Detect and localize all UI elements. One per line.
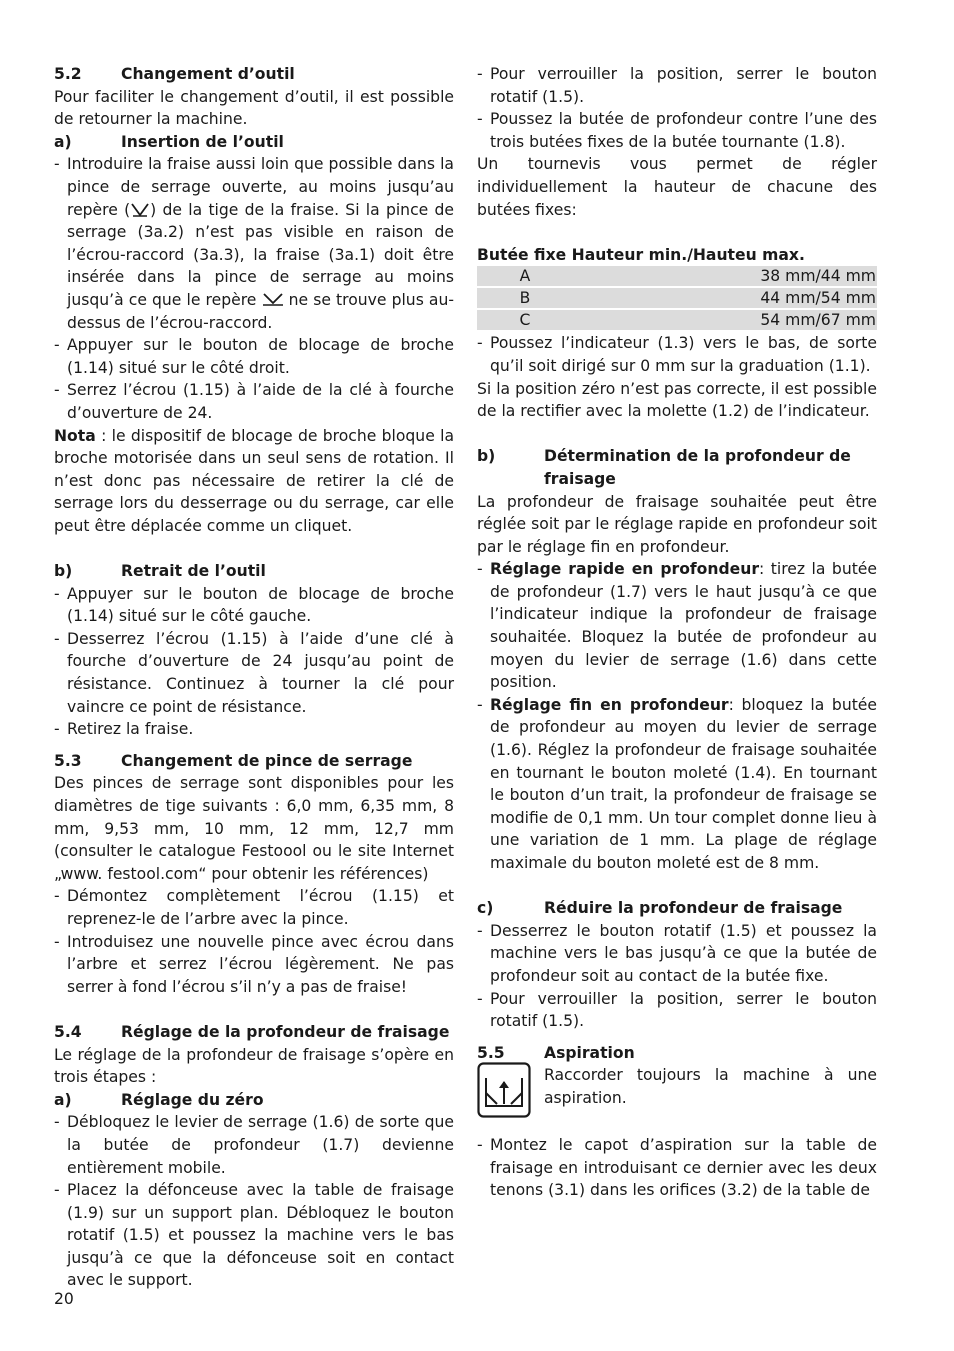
fixed-stop-table (477, 266, 877, 332)
subsection-title: Réglage du zéro (121, 1090, 264, 1109)
depth-mark-icon (130, 202, 150, 218)
left-column (54, 63, 454, 1292)
adjust-paragraph: Un tournevis vous permet de régler individuellement la hauteur de chacune des butées fixes: (477, 155, 877, 219)
section-number: 5.5 (477, 1043, 505, 1062)
section-5-3-heading (54, 750, 454, 773)
list-item: - Poussez l’indicateur (1.3) vers le bas, de sorte qu’il soit dirigé sur 0 mm sur la graduation (1.1). (477, 334, 877, 375)
subsection-title: Insertion de l’outil (121, 132, 284, 151)
subsection-title: Réduire la profondeur de fraisage (544, 899, 843, 918)
list-item: - Réglage rapide en profondeur: tirez la butée de profondeur (1.7) vers le haut jusqu’à ce que l’indicateur indique la profondeur de fraisage souhaitée. Bloquez la butée de profondeur au moyen du levier de serrage (1.6) dans cette position. (477, 560, 877, 692)
subsection-a-heading (54, 1089, 454, 1112)
list-item: - Réglage fin en profondeur: bloquez la butée de profondeur au moyen du levier de serrage (1.6). Réglez la profondeur de fraisage souhaitée en tournant le bouton moleté (1.4). En tournant le bouton d’un trait, la profondeur de fraisage se modifie de 0,1 mm. Un tour complet donne lieu à une variation de 1 mm. La plage de réglage maximale du bouton moleté est de 8 mm. (477, 695, 877, 872)
depth-intro: La profondeur de fraisage souhaitée peut être réglée soit par le réglage rapide en profondeur soit par le réglage fin en profondeur. (477, 492, 877, 556)
subsection-b-heading (54, 560, 454, 583)
note-text: : le dispositif de blocage de broche bloque la broche motorisée dans un seul sens de rotation. Il n’est donc pas nécessaire de retirer la clé de serrage lors du desserrage ou du serrage, car elle peut être déplacée comme un cliquet. (54, 426, 454, 535)
list-item: - Débloquez le levier de serrage (1.6) de sorte que la butée de profondeur (1.7) devienne entièrement mobile. (54, 1113, 454, 1177)
list-item-text: ) de la tige de la fraise. Si la pince de serrage (3a.2) n’est pas visible en raison de l’écrou-raccord (3a.3), la fraise (3a.1) doit être insérée dans la pince de serrage au moins jusqu’à ce que le repère (67, 200, 454, 309)
list-item: - Introduisez une nouvelle pince avec écrou dans l’arbre et serrez l’écrou légèrement. Ne pas serrer à fond l’écrou s’il n’y a pas de fraise! (54, 932, 454, 996)
section-title: Changement de pince de serrage (121, 751, 413, 770)
list-item: - Pour verrouiller la position, serrer le bouton rotatif (1.5). (477, 989, 877, 1031)
list-item: - Retirez la fraise. (54, 720, 194, 739)
table-row (477, 288, 877, 310)
list-item: - Pour verrouiller la position, serrer le bouton rotatif (1.5). (477, 65, 877, 106)
subsection-letter: b) (54, 562, 73, 581)
list-item: - Placez la défonceuse avec la table de fraisage (1.9) sur un support plan. Débloquez le bouton rotatif (1.5) et poussez la machine vers le bas jusqu’à ce que la défonceuse soit en contact avec le support. (54, 1181, 454, 1290)
extraction-note-text: Raccorder toujours la machine à une aspiration. (544, 1066, 877, 1107)
subsection-letter: b) (477, 447, 496, 466)
list-item: - Montez le capot d’aspiration sur la table de fraisage en introduisant ce dernier avec les deux tenons (3.1) dans les orifices (3.2) de la table de (477, 1135, 877, 1200)
subsection-a-heading (54, 131, 454, 154)
extraction-note (477, 1056, 877, 1125)
table-cell-stop: C (477, 310, 573, 332)
list-item: - Desserrez le bouton rotatif (1.5) et poussez la machine vers le bas jusqu’à ce que la butée de profondeur soit au contact de la butée fixe. (477, 921, 877, 985)
list-item-label: Réglage rapide en profondeur (490, 560, 760, 579)
section-title: Aspiration (544, 1043, 635, 1062)
section-number: 5.2 (54, 65, 82, 83)
list-item-text: ne se trouve plus au-dessus de l’écrou-raccord. (67, 290, 454, 332)
list-item: - Démontez complètement l’écrou (1.15) et reprenez-le de l’arbre avec la pince. (54, 887, 454, 928)
right-column (477, 63, 877, 1202)
list-item: - Desserrez l’écrou (1.15) à l’aide d’une clé à fourche d’ouverture de 24 jusqu’au point de résistance. Continuez à tourner la clé pour vaincre ce point de résistance. (54, 629, 454, 716)
subsection-letter: a) (54, 1090, 72, 1109)
depth-mark-icon (262, 292, 284, 308)
section-5-3-intro: Des pinces de serrage sont disponibles pour les diamètres de tige suivants : 6,0 mm, 6,35 mm, 8 mm, 9,53 mm, 10 mm, 12 mm, 12,7 mm (consulter le catalogue Festoool ou le site Internet „www. festool.com“ pour obtenir les références) (54, 774, 454, 883)
list-item: - Introduire la fraise aussi loin que possible dans la pince de serrage ouverte, au moins jusqu’au repère ( ) de la tige de la fraise. Si la pince de serrage (3a.2) n’est pas visible en raison de l’écrou-raccord (3a.3), la fraise (3a.1) doit être insérée dans la pince de serrage au moins jusqu’à ce que le repère ne se trouve plus au-dessus de l’écrou-raccord. (54, 155, 454, 332)
list-item-label: Réglage fin en profondeur (490, 695, 729, 714)
section-title: Réglage de la profondeur de fraisage (121, 1022, 450, 1041)
subsection-c-heading (477, 897, 877, 920)
list-item: - Serrez l’écrou (1.15) à l’aide de la clé à fourche d’ouverture de 24. (54, 381, 454, 422)
section-5-4-intro: Le réglage de la profondeur de fraisage s’opère en trois étapes : (54, 1045, 454, 1087)
table-cell-stop: B (477, 288, 573, 310)
section-5-5-heading (477, 1042, 877, 1065)
table-cell-height: 38 mm/44 mm (573, 266, 877, 288)
note-paragraph (54, 425, 454, 538)
page-number: 20 (54, 1290, 74, 1308)
table-cell-stop: A (477, 266, 573, 288)
table-header: Butée fixe Hauteur min./Hauteu max. (477, 245, 805, 264)
dust-extraction-icon (477, 1062, 533, 1125)
section-5-4-heading (54, 1021, 454, 1044)
section-number: 5.4 (54, 1022, 82, 1041)
list-item-text: Introduire la fraise aussi loin que possible dans la pince de serrage ouverte, au moins jusqu’au repère ( (67, 155, 454, 219)
subsection-letter: a) (54, 132, 72, 151)
subsection-b-heading (477, 445, 877, 490)
list-item: - Appuyer sur le bouton de blocage de broche (1.14) situé sur le côté gauche. (54, 584, 454, 626)
section-5-2-heading (54, 63, 454, 86)
list-item: - Poussez la butée de profondeur contre l’une des trois butées fixes de la butée tournante (1.8). (477, 110, 877, 151)
list-item-text: : bloquez la butée de profondeur au moyen du levier de serrage (1.6). Réglez la profondeur de fraisage souhaitée en tournant le bouton moleté (1.4). En tournant le bouton d’un trait, la profondeur de fraisage se modifie de 0,1 mm. Un tour complet donne lieu à une variation de 1 mm. La plage de réglage maximale du bouton moleté est de 8 mm. (490, 695, 877, 872)
table-cell-height: 44 mm/54 mm (573, 288, 877, 310)
note-label: Nota (54, 426, 96, 445)
subsection-letter: c) (477, 899, 494, 918)
list-item: - Appuyer sur le bouton de blocage de broche (1.14) situé sur le côté droit. (54, 336, 454, 377)
section-number: 5.3 (54, 751, 82, 770)
table-row (477, 310, 877, 332)
subsection-title: Retrait de l’outil (121, 562, 266, 581)
section-5-2-intro: Pour faciliter le changement d’outil, il est possible de retourner la machine. (54, 87, 454, 129)
zero-correction-note: Si la position zéro n’est pas correcte, il est possible de la rectifier avec la molette (1.2) de l’indicateur. (477, 379, 877, 421)
subsection-title: Détermination de la profondeur de fraisage (544, 447, 851, 488)
table-row (477, 266, 877, 288)
list-item-text: : tirez la butée de profondeur (1.7) vers le haut jusqu’à ce que l’indicateur indique la profondeur de fraisage souhaitée. Bloquez la butée de profondeur au moyen du levier de serrage (1.6) dans cette position. (490, 560, 877, 692)
section-title: Changement d’outil (121, 65, 295, 83)
table-cell-height: 54 mm/67 mm (573, 310, 877, 332)
